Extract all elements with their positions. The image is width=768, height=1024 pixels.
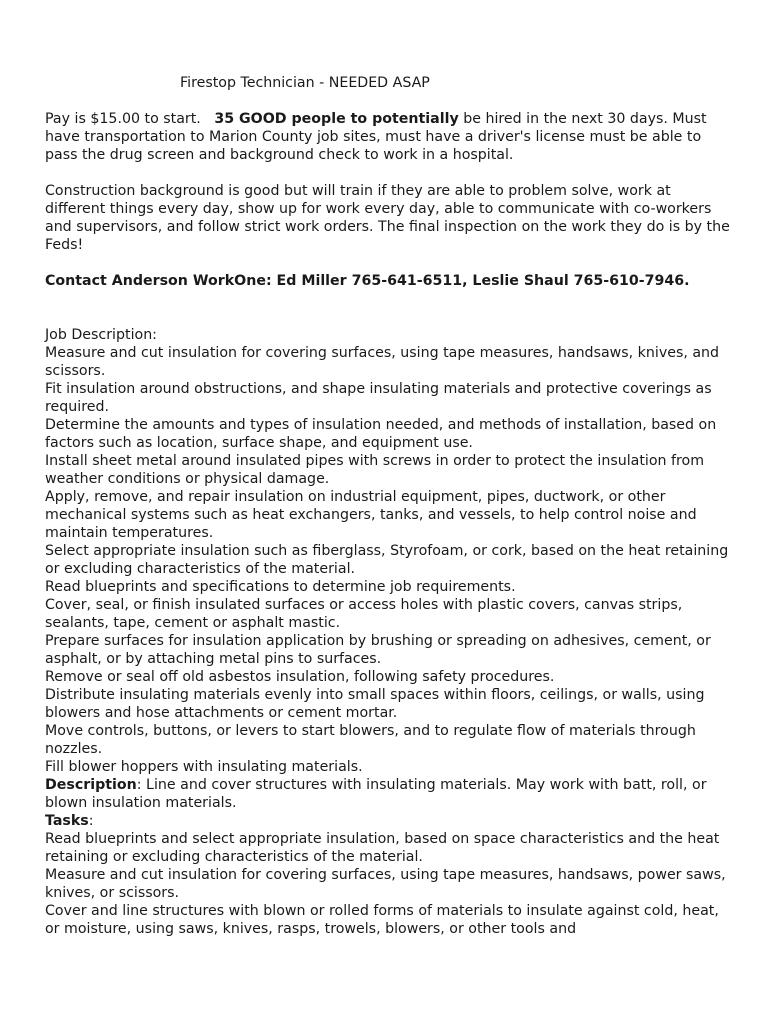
contact-text: Contact Anderson WorkOne: Ed Miller 765-641-6511, Leslie Shaul 765-610-7946.: [45, 273, 690, 289]
contact-line: [45, 272, 735, 290]
job-description-list: [45, 344, 735, 776]
job-title: Firestop Technician - NEEDED ASAP: [180, 75, 430, 91]
list-item: Prepare surfaces for insulation application by brushing or spreading on adhesives, cement, or asphalt, or by attaching metal pins to surfaces.: [45, 633, 711, 667]
list-item: Read blueprints and specifications to determine job requirements.: [45, 579, 516, 595]
list-item: Move controls, buttons, or levers to start blowers, and to regulate flow of materials through nozzles.: [45, 723, 696, 757]
list-item: Cover, seal, or finish insulated surfaces or access holes with plastic covers, canvas strips, sealants, tape, cement or asphalt mastic.: [45, 597, 683, 631]
document-page: [45, 74, 735, 938]
tasks-list: [45, 830, 735, 938]
list-item: Measure and cut insulation for covering surfaces, using tape measures, handsaws, power saws, knives, or scissors.: [45, 867, 726, 901]
list-item: Read blueprints and select appropriate insulation, based on space characteristics and the heat retaining or excluding characteristics of the material.: [45, 831, 720, 865]
description-paragraph: [45, 776, 735, 812]
list-item: Remove or seal off old asbestos insulation, following safety procedures.: [45, 669, 555, 685]
tasks-label: Tasks: [45, 813, 89, 829]
tasks-colon: :: [88, 813, 94, 829]
pay-suffix: be hired in the next 30 days. Must have transportation to Marion County job sites, must have a driver's license must be able to pass the drug screen and background check to work in a hospital.: [45, 111, 707, 163]
list-item: Determine the amounts and types of insulation needed, and methods of installation, based on factors such as location, surface shape, and equipment use.: [45, 417, 717, 451]
list-item: Select appropriate insulation such as fiberglass, Styrofoam, or cork, based on the heat retaining or excluding characteristics of the material.: [45, 543, 729, 577]
list-item: Cover and line structures with blown or rolled forms of materials to insulate against cold, heat, or moisture, using saws, knives, rasps, trowels, blowers, or other tools and: [45, 903, 719, 937]
list-item: Apply, remove, and repair insulation on industrial equipment, pipes, ductwork, or other mechanical systems such as heat exchangers, tanks, and vessels, to help control noise and maintain temperatures.: [45, 489, 697, 541]
list-item: Fit insulation around obstructions, and shape insulating materials and protective coverings as required.: [45, 381, 712, 415]
list-item: Distribute insulating materials evenly into small spaces within floors, ceilings, or walls, using blowers and hose attachments or cement mortar.: [45, 687, 705, 721]
pay-highlight: 35 GOOD people to potentially: [214, 111, 459, 127]
pay-prefix: Pay is $15.00 to start.: [45, 111, 215, 127]
description-text: : Line and cover structures with insulating materials. May work with batt, roll, or blown insulation materials.: [45, 777, 707, 811]
list-item: Measure and cut insulation for covering surfaces, using tape measures, handsaws, knives, and scissors.: [45, 345, 720, 379]
description-label: Description: [45, 777, 137, 793]
pay-paragraph: [45, 110, 735, 164]
list-item: Install sheet metal around insulated pipes with screws in order to protect the insulation from weather conditions or physical damage.: [45, 453, 705, 487]
background-paragraph: Construction background is good but will train if they are able to problem solve, work at different things every day, show up for work every day, able to communicate with co-workers and supervisors, and follow strict work orders. The final inspection on the work they do is by the Feds!: [45, 183, 730, 253]
tasks-heading: [45, 812, 735, 830]
job-description-heading: Job Description:: [45, 327, 157, 343]
list-item: Fill blower hoppers with insulating materials.: [45, 759, 363, 775]
